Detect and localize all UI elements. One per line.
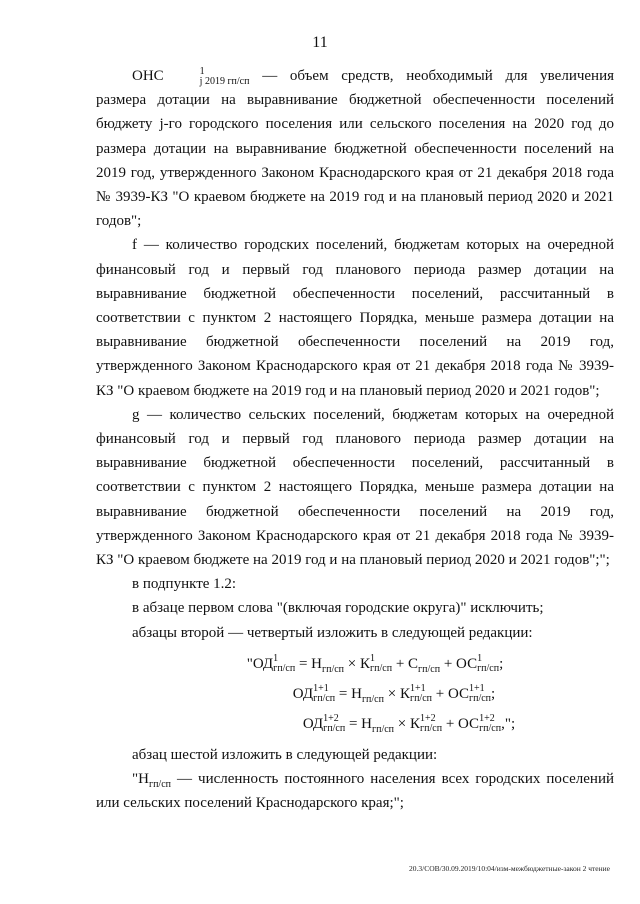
paragraph-n-definition: "$Н_{гп/сп}$ — численность постоянного населения всех городских поселений или сельских поселений Краснодарского края;";	[96, 771, 614, 812]
document-footer-code: 20.3/СОВ/30.09.2019/10:04/изм-межбюджетные-закон 2 чтение	[409, 864, 610, 873]
line-abzac-first: в абзаце первом слова "(включая городские округа)" исключить;	[132, 600, 544, 617]
paragraph-g-definition: g — количество сельских поселений, бюджетам которых на очередной финансовый год и первый год планового периода размер дотации на выравнивание бюджетной обеспеченности поселений, рассчитанный в соответствии с пунктом 2 настоящего Порядка, меньше размера дотации на выравнивание бюджетной обеспеченности поселений на 2019 год, утвержденного Законом Краснодарского края от 21 декабря 2018 года № 3939-КЗ "О краевом бюджете на 2019 год и на плановый период 2020 и 2021 годов";";	[96, 406, 614, 569]
line-abzac-sixth: абзац шестой изложить в следующей редакции:	[132, 746, 438, 763]
formula-block	[96, 649, 614, 739]
formula-od1: "ОД 1 гп/сп = $Н_{гп/сп} \times К$ 1 гп/сп + $С_{гп/сп}$ + ОС 1 гп/сп ;	[246, 653, 504, 675]
paragraph-f-definition: f — количество городских поселений, бюджетам которых на очередной финансовый год и первый год планового периода размер дотации на выравнивание бюджетной обеспеченности поселений, рассчитанный в соответствии с пунктом 2 настоящего Порядка, меньше размера дотации на выравнивание бюджетной обеспеченности поселений на 2019 год, утвержденного Законом Краснодарского края от 21 декабря 2018 года № 3939-КЗ "О краевом бюджете на 2019 год и на плановый период 2020 и 2021 годов";	[96, 237, 614, 399]
ons-symbol: ОНС 1 j 2019 гп/сп	[132, 65, 250, 87]
line-abzac-second-fourth: абзацы второй — четвертый изложить в следующей редакции:	[132, 624, 533, 641]
formula-od1plus1: ОД 1+1 гп/сп = $Н_{гп/сп} \times К$ 1+1 гп/сп + ОС 1+1 гп/сп ;	[292, 683, 496, 705]
page-number: 11	[312, 34, 328, 51]
paragraph-ons-definition: ОНС 1 j 2019 гп/сп — объем средств, необходимый для увеличения размера дотации на выравнивание бюджетной обеспеченности поселений бюджету j-го городского поселения или сельского поселения на 2020 год до размера дотации на выравнивание бюджетной обеспеченности поселений на 2019 год, утвержденного Законом Краснодарского края от 21 декабря 2018 года № 3939-КЗ "О краевом бюджете на 2019 год и на плановый период 2020 и 2021 годов";	[96, 65, 614, 230]
document-body	[96, 64, 614, 815]
line-subpoint: в подпункте 1.2:	[132, 576, 237, 593]
formula-od1plus2: ОД 1+2 гп/сп = $Н_{гп/сп} \times К$ 1+2 гп/сп + ОС 1+2 гп/сп ,";	[302, 713, 516, 735]
